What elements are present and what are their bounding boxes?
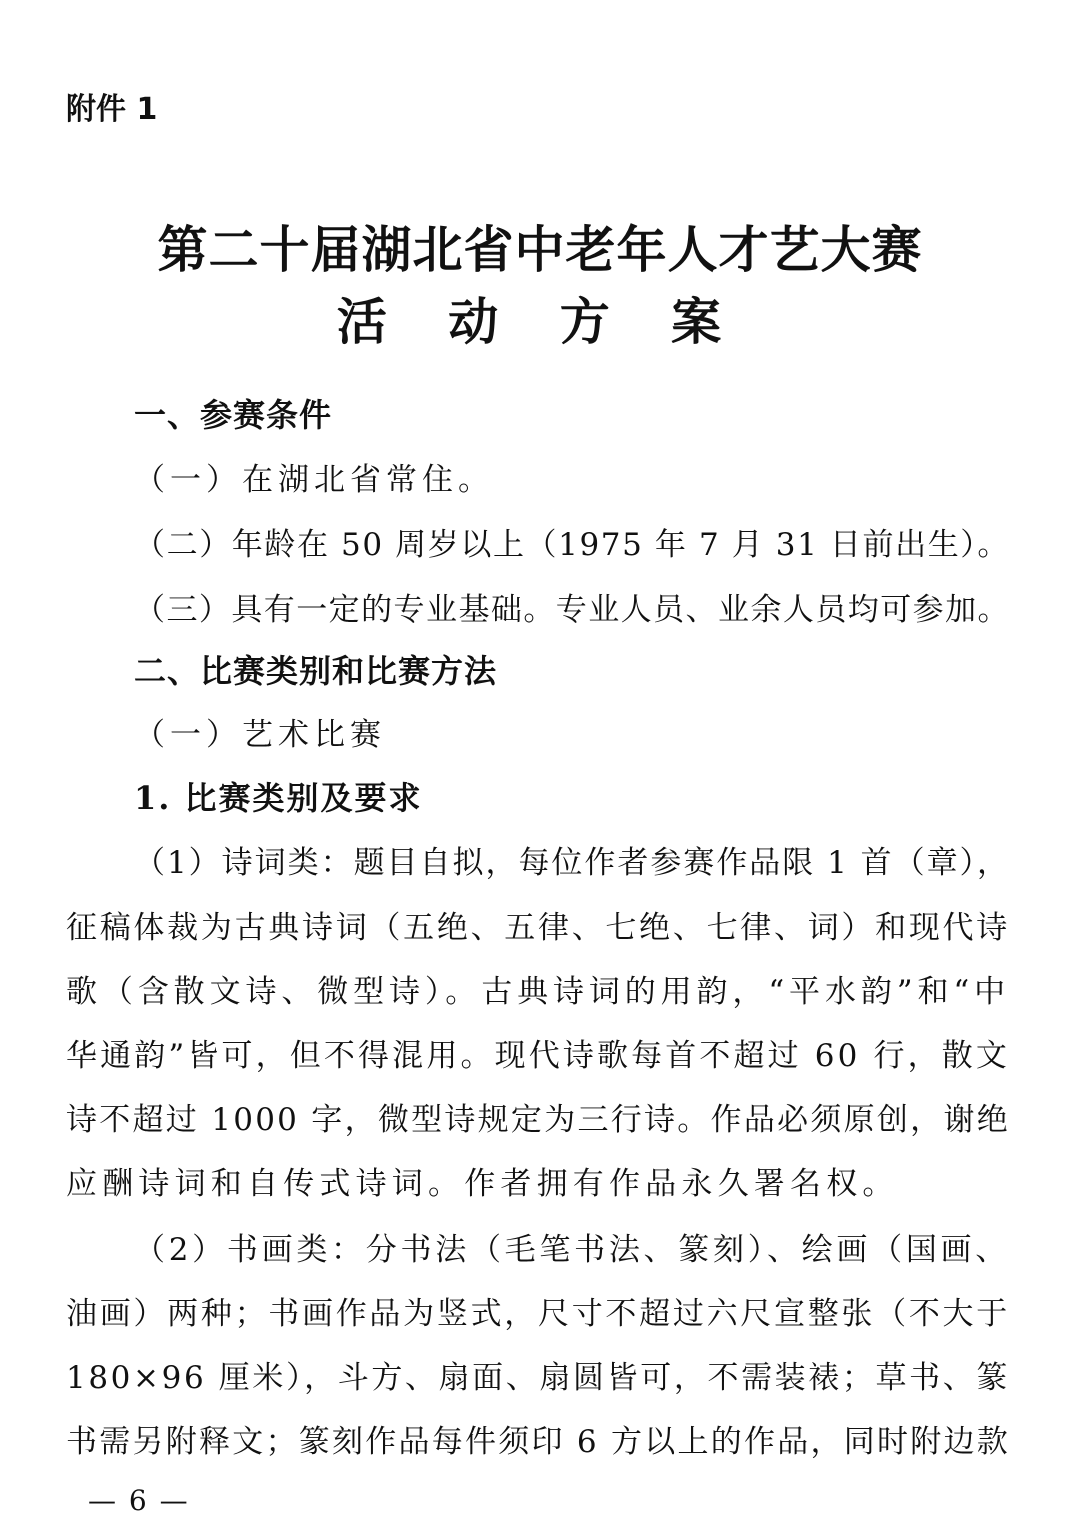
para1-line: 诗不超过 1000 字，微型诗规定为三行诗。作品必须原创，谢绝 xyxy=(66,1102,1010,1138)
section2-heading: 二、比赛类别和比赛方法 xyxy=(134,652,498,690)
para2-line: （2）书画类：分书法（毛笔书法、篆刻）、绘画（国画、 xyxy=(134,1232,1010,1268)
attachment-label: 附件 1 xyxy=(66,92,158,127)
para1-line: 歌（含散文诗、微型诗）。古典诗词的用韵，“平水韵”和“中 xyxy=(66,974,1010,1010)
para1-line: 征稿体裁为古典诗词（五绝、五律、七绝、七律、词）和现代诗 xyxy=(66,910,1010,946)
section2-subsubheading: 1. 比赛类别及要求 xyxy=(134,779,423,817)
section1-item-1: （一）在湖北省常住。 xyxy=(134,462,494,498)
para1-line: 应酬诗词和自传式诗词。作者拥有作品永久署名权。 xyxy=(66,1166,899,1202)
para1-line: （1）诗词类：题目自拟，每位作者参赛作品限 1 首（章）， xyxy=(134,845,1010,881)
para2-line: 书需另附释文；篆刻作品每件须印 6 方以上的作品，同时附边款 xyxy=(66,1424,1010,1460)
document-title: 第二十届湖北省中老年人才艺大赛 xyxy=(157,220,923,279)
para2-line: 油画）两种；书画作品为竖式，尺寸不超过六尺宣整张（不大于 xyxy=(66,1296,1010,1332)
section1-heading: 一、参赛条件 xyxy=(134,396,333,434)
document-subtitle: 活 动 方 案 xyxy=(336,292,744,351)
page-number: — 6 — xyxy=(88,1484,190,1517)
para2-line: 180×96 厘米），斗方、扇面、扇圆皆可，不需装裱；草书、篆 xyxy=(66,1360,1010,1396)
para1-line: 华通韵”皆可，但不得混用。现代诗歌每首不超过 60 行，散文 xyxy=(66,1038,1010,1074)
section2-subheading: （一）艺术比赛 xyxy=(134,717,386,753)
section1-item-3: （三）具有一定的专业基础。专业人员、业余人员均可参加。 xyxy=(134,592,1010,628)
section1-item-2: （二）年龄在 50 周岁以上（1975 年 7 月 31 日前出生）。 xyxy=(134,527,1010,563)
